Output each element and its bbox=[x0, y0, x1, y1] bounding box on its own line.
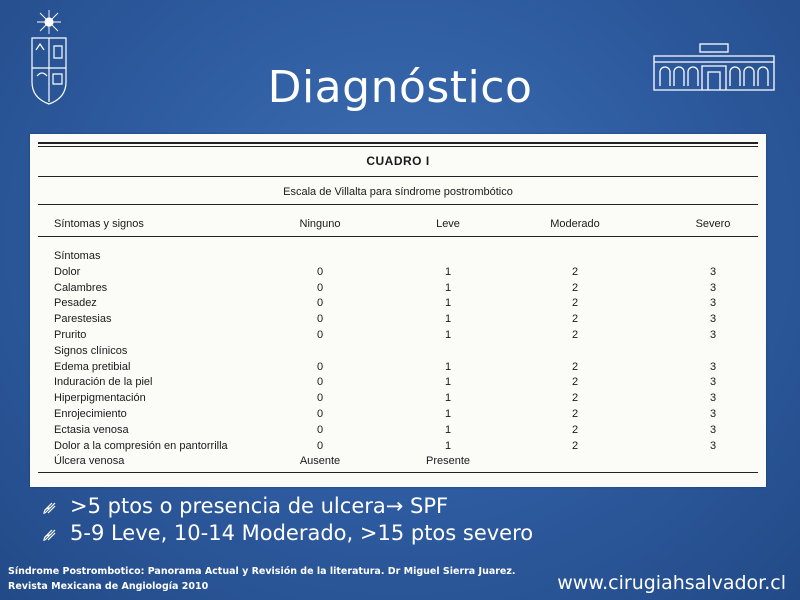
table-rule bbox=[38, 176, 758, 177]
bullet-text: >5 ptos o presencia de ulcera→ SPF bbox=[70, 494, 449, 518]
row-label: Enrojecimiento bbox=[54, 408, 127, 420]
table-row: Edema pretibial 0 1 2 3 bbox=[54, 360, 717, 373]
reference-line: Revista Mexicana de Angiología 2010 bbox=[8, 581, 209, 592]
row-label: Calambres bbox=[54, 281, 108, 294]
row-label: Induración de la piel bbox=[54, 376, 153, 389]
row-label: Úlcera venosa bbox=[54, 455, 125, 468]
slide-title: Diagnóstico bbox=[267, 62, 533, 113]
row-label: Pesadez bbox=[54, 297, 97, 310]
reference-line: Síndrome Postrombotico: Panorama Actual y Revisión de la literatura. Dr Miguel Sierra Juarez. bbox=[8, 566, 516, 577]
table-rule bbox=[38, 204, 758, 205]
reference-citation bbox=[8, 564, 516, 594]
row-label: Dolor a la compresión en pantorrilla bbox=[54, 439, 228, 452]
table-row: Prurito 0 1 2 3 bbox=[54, 329, 717, 341]
table-row: Hiperpigmentación 0 1 2 3 bbox=[54, 392, 717, 405]
row-label: Síntomas bbox=[54, 250, 101, 262]
table-row: Dolor a la compresión en pantorrilla 0 1 2 3 bbox=[54, 439, 717, 452]
table-row: Induración de la piel 0 1 2 3 bbox=[54, 376, 717, 389]
table-rule bbox=[38, 236, 758, 237]
bullet-list bbox=[42, 494, 533, 548]
table-row: Úlcera venosa Ausente Presente bbox=[54, 455, 471, 468]
table-row: Pesadez 0 1 2 3 bbox=[54, 297, 717, 310]
row-label: Edema pretibial bbox=[54, 360, 131, 373]
table-row: Dolor 0 1 2 3 bbox=[54, 265, 717, 278]
row-label: Dolor bbox=[54, 265, 81, 278]
row-label: Prurito bbox=[54, 329, 87, 341]
column-header: Síntomas y signos bbox=[54, 218, 144, 230]
bullet-icon bbox=[42, 500, 58, 516]
table-rule bbox=[38, 146, 758, 147]
row-label: Parestesias bbox=[54, 313, 112, 326]
table-row bbox=[30, 250, 766, 266]
table-row bbox=[30, 345, 766, 361]
table-caption: CUADRO I bbox=[366, 154, 430, 168]
row-label: Signos clínicos bbox=[54, 344, 128, 357]
row-label: Ectasia venosa bbox=[54, 423, 129, 436]
bullet-item bbox=[42, 521, 533, 548]
table-row: Ectasia venosa 0 1 2 3 bbox=[54, 423, 717, 436]
bullet-icon bbox=[42, 527, 58, 543]
table-subtitle: Escala de Villalta para síndrome postrombótico bbox=[283, 186, 513, 198]
table-row: Enrojecimiento 0 1 2 3 bbox=[54, 408, 717, 420]
table-rule bbox=[38, 142, 758, 144]
table-row: Calambres 0 1 2 3 bbox=[54, 281, 717, 294]
table-rule bbox=[38, 472, 758, 473]
villalta-table: CUADRO I Escala de Villalta para síndrome postrombótico Síntomas y signos Ninguno Leve Moderado Severo Síntomas Dolor 0 1 2 3 Calambres 0 1 2 3 Pesadez 0 1 2 3 Parestesias 0 1 2 3 Prurito 0 1 2 3 Signos clínicos Edema pretibial 0 1 2 3 Induración de la piel 0 1 2 3 Hiperpigmentación 0 1 2 3 Enrojecimiento 0 1 2 3 Ectasia venosa 0 1 2 3 Dolor a la compresión en pantorrilla 0 1 2 3 Úlcera venosa Ausente Presente bbox=[30, 134, 766, 487]
website-url[interactable]: www.cirugiahsalvador.cl bbox=[557, 572, 786, 594]
table-row: Parestesias 0 1 2 3 bbox=[54, 313, 717, 326]
bullet-item bbox=[42, 494, 533, 521]
row-label: Hiperpigmentación bbox=[54, 392, 146, 405]
bullet-text: 5-9 Leve, 10-14 Moderado, >15 ptos severo bbox=[70, 521, 534, 545]
